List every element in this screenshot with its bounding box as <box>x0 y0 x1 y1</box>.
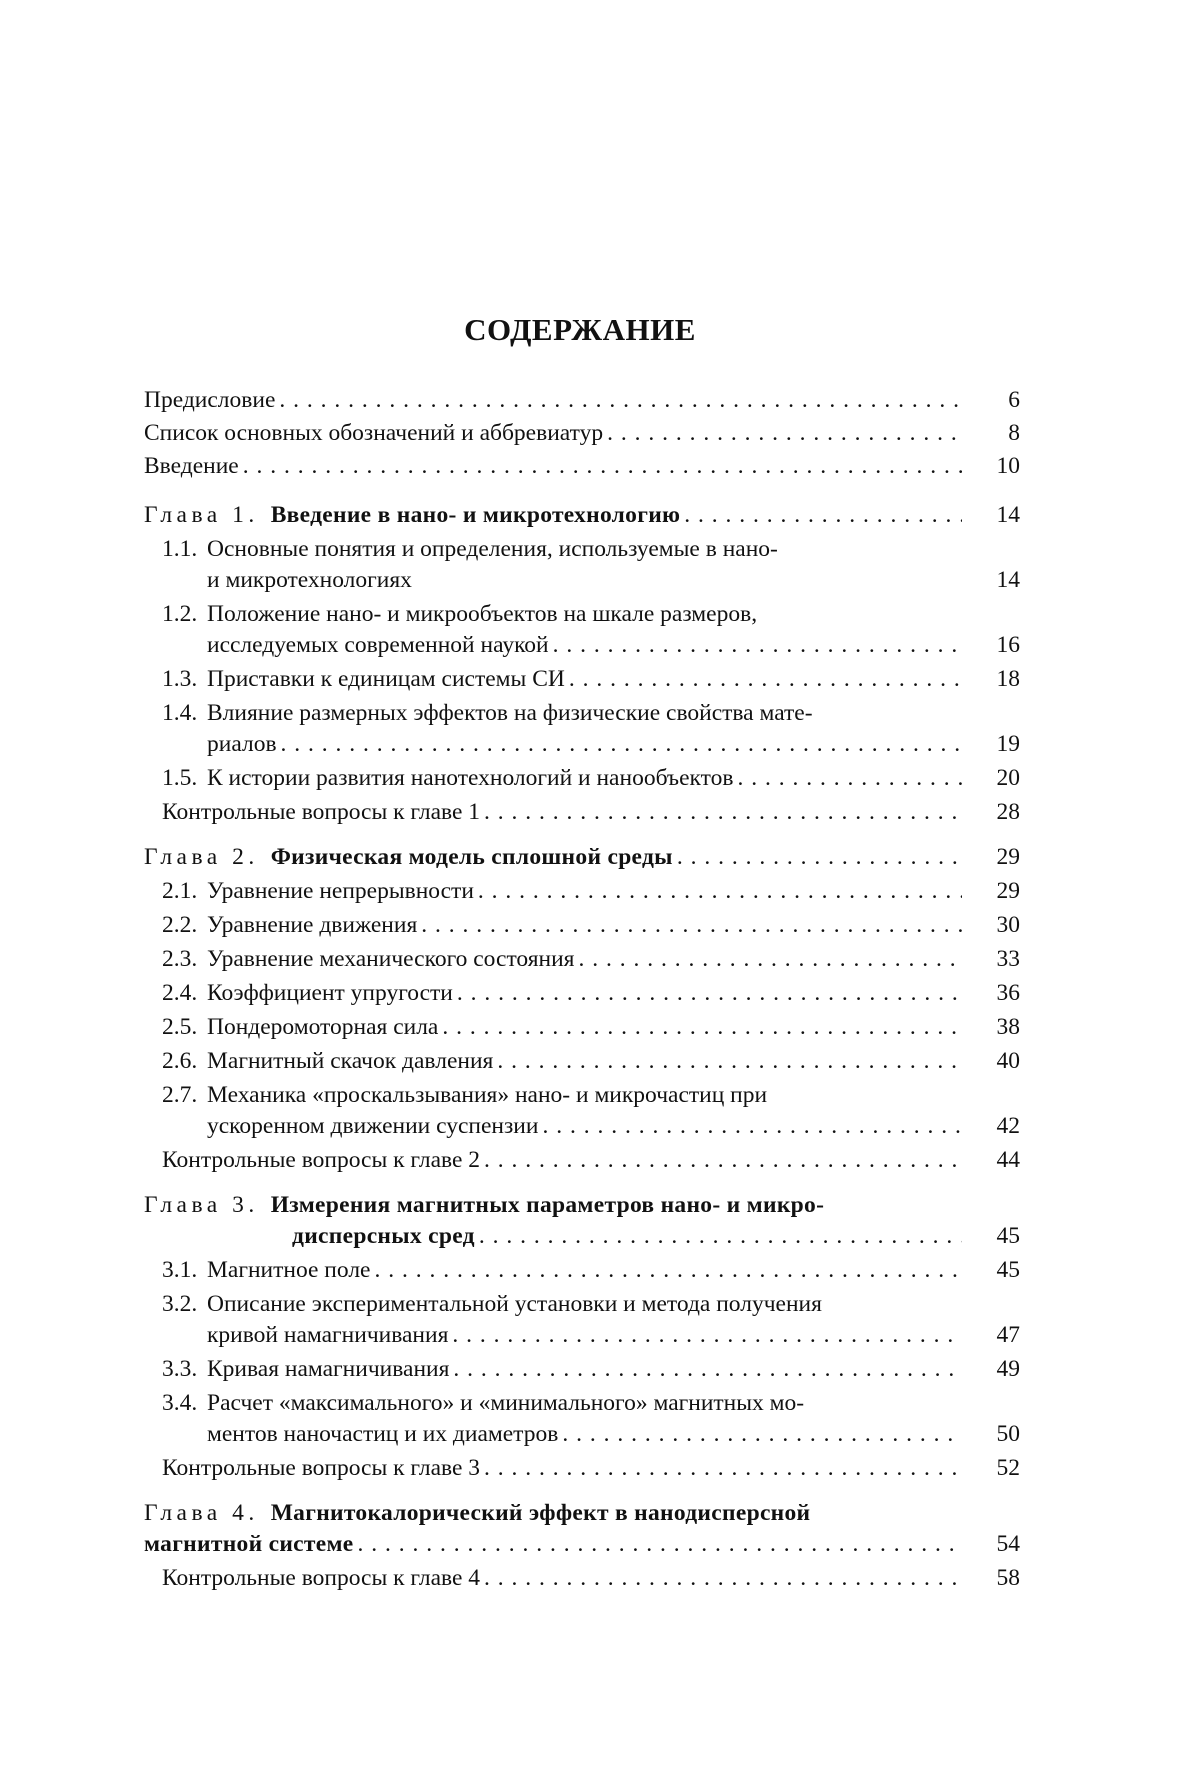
toc-page-number: 19 <box>996 731 1020 757</box>
chapter-prefix: Глава 2. <box>144 844 259 870</box>
section-number: 3.1. <box>162 1257 198 1283</box>
toc-page-number: 42 <box>996 1113 1020 1139</box>
section-number: 3.3. <box>162 1356 198 1382</box>
dot-leader <box>279 385 962 416</box>
toc-section-3-3[interactable] <box>144 1354 1020 1385</box>
dot-leader <box>442 1012 962 1043</box>
toc-page-number: 33 <box>996 946 1020 972</box>
toc-chapter-1[interactable] <box>144 500 1020 531</box>
section-number: 1.5. <box>162 765 198 791</box>
toc-page-number: 44 <box>996 1147 1020 1173</box>
toc-page-number: 40 <box>996 1048 1020 1074</box>
dot-leader <box>452 1320 962 1351</box>
toc-page-number: 30 <box>996 912 1020 938</box>
toc-questions-2[interactable] <box>144 1145 1020 1176</box>
dot-leader <box>358 1529 962 1560</box>
toc-page-number: 29 <box>996 878 1020 904</box>
toc-page-number: 18 <box>996 666 1020 692</box>
section-title-line1: Коэффициент упругости <box>207 980 453 1006</box>
dot-leader <box>684 500 962 531</box>
chapter-title-line2: магнитной системе <box>144 1531 354 1557</box>
toc-section-2-1[interactable] <box>144 876 1020 907</box>
chapter-prefix: Глава 3. <box>144 1192 259 1218</box>
section-title-line2: риалов <box>207 731 277 757</box>
section-title-line1: Контрольные вопросы к главе 1 <box>162 799 481 825</box>
section-title-line1: Уравнение непрерывности <box>207 878 474 904</box>
section-number: 2.7. <box>162 1082 198 1108</box>
toc-chapter-4[interactable] <box>144 1498 1020 1560</box>
section-title-line1: Описание экспериментальной установки и метода получения <box>207 1291 822 1317</box>
toc-page-number: 8 <box>1008 420 1020 446</box>
toc-section-1-1[interactable] <box>144 534 1020 596</box>
section-title-line1: Влияние размерных эффектов на физические свойства мате- <box>207 700 813 726</box>
section-number: 2.5. <box>162 1014 198 1040</box>
dot-leader <box>737 763 962 794</box>
section-number: 2.1. <box>162 878 198 904</box>
chapter-prefix: Глава 1. <box>144 502 259 528</box>
toc-page-number: 14 <box>996 567 1020 593</box>
toc-entry-label: Предисловие <box>144 387 276 413</box>
dot-leader <box>374 1255 962 1286</box>
dot-leader <box>478 876 962 907</box>
toc-section-2-2[interactable] <box>144 910 1020 941</box>
dot-leader <box>421 910 962 941</box>
section-title-line1: Основные понятия и определения, используемые в нано- <box>207 536 778 562</box>
toc-page-number: 16 <box>996 632 1020 658</box>
toc-section-3-1[interactable] <box>144 1255 1020 1286</box>
toc-section-2-5[interactable] <box>144 1012 1020 1043</box>
toc-page-number: 28 <box>996 799 1020 825</box>
toc-questions-1[interactable] <box>144 797 1020 828</box>
section-title-line2: ментов наночастиц и их диаметров <box>207 1421 559 1447</box>
section-title-line1: Контрольные вопросы к главе 4 <box>162 1565 481 1591</box>
toc-section-2-6[interactable] <box>144 1046 1020 1077</box>
section-number: 3.2. <box>162 1291 198 1317</box>
section-number: 2.4. <box>162 980 198 1006</box>
section-title-line2: ускоренном движении суспензии <box>207 1113 539 1139</box>
toc-entry-label: Введение <box>144 453 239 479</box>
toc-section-2-3[interactable] <box>144 944 1020 975</box>
dot-leader <box>578 944 962 975</box>
section-number: 1.3. <box>162 666 198 692</box>
page-title: СОДЕРЖАНИЕ <box>464 312 696 347</box>
toc-page-number: 14 <box>996 502 1020 528</box>
section-title-line1: Расчет «максимального» и «минимального» магнитных мо- <box>207 1390 805 1416</box>
toc-section-3-4[interactable] <box>144 1388 1020 1450</box>
toc-chapter-3[interactable] <box>144 1190 1020 1252</box>
toc-entry-notation[interactable] <box>144 418 1020 449</box>
toc-section-1-5[interactable] <box>144 763 1020 794</box>
toc-entry-introduction[interactable] <box>144 451 1020 482</box>
section-title-line1: Уравнение движения <box>207 912 418 938</box>
toc-page-number: 52 <box>996 1455 1020 1481</box>
toc-entry-label: Список основных обозначений и аббревиатур <box>144 420 604 446</box>
toc-page-number: 29 <box>996 844 1020 870</box>
chapter-title: Магнитокалорический эффект в нанодисперсной <box>270 1500 811 1526</box>
section-number: 1.1. <box>162 536 198 562</box>
section-title-line1: Магнитный скачок давления <box>207 1048 494 1074</box>
section-title-line1: Контрольные вопросы к главе 3 <box>162 1455 481 1481</box>
chapter-title: Физическая модель сплошной среды <box>270 844 673 870</box>
toc-entry-preface[interactable] <box>144 385 1020 416</box>
toc-page-number: 10 <box>996 453 1020 479</box>
dot-leader <box>484 1453 962 1484</box>
section-number: 1.4. <box>162 700 198 726</box>
toc-chapter-2[interactable] <box>144 842 1020 873</box>
dot-leader <box>607 418 962 449</box>
section-number: 3.4. <box>162 1390 198 1416</box>
toc-page-number: 49 <box>996 1356 1020 1382</box>
section-title-line1: Уравнение механического состояния <box>207 946 575 972</box>
toc-page-number: 20 <box>996 765 1020 791</box>
toc-page-number: 6 <box>1008 387 1020 413</box>
toc-page-number: 45 <box>996 1223 1020 1249</box>
toc-page-number: 47 <box>996 1322 1020 1348</box>
toc-questions-4[interactable] <box>144 1563 1020 1594</box>
section-number: 2.6. <box>162 1048 198 1074</box>
section-title-line1: Положение нано- и микрообъектов на шкале размеров, <box>207 601 758 627</box>
section-title-line1: Механика «проскальзывания» нано- и микрочастиц при <box>207 1082 768 1108</box>
chapter-title: Измерения магнитных параметров нано- и микро- <box>270 1192 825 1218</box>
dot-leader <box>479 1221 962 1252</box>
section-title-line1: Контрольные вопросы к главе 2 <box>162 1147 481 1173</box>
section-number: 1.2. <box>162 601 198 627</box>
toc-section-1-3[interactable] <box>144 664 1020 695</box>
section-title-line2: кривой намагничивания <box>207 1322 449 1348</box>
toc-page-number: 38 <box>996 1014 1020 1040</box>
dot-leader <box>453 1354 962 1385</box>
dot-leader <box>553 630 962 661</box>
toc-section-1-4[interactable] <box>144 698 1020 760</box>
dot-leader <box>562 1419 962 1450</box>
section-title-line1: Магнитное поле <box>207 1257 371 1283</box>
chapter-prefix: Глава 4. <box>144 1500 259 1526</box>
dot-leader <box>281 729 962 760</box>
section-number: 2.3. <box>162 946 198 972</box>
dot-leader <box>677 842 962 873</box>
toc-page-number: 50 <box>996 1421 1020 1447</box>
toc-page-number: 45 <box>996 1257 1020 1283</box>
chapter-title: Введение в нано- и микротехнологию <box>270 502 681 528</box>
dot-leader <box>484 1145 962 1176</box>
dot-leader <box>497 1046 962 1077</box>
toc-section-2-4[interactable] <box>144 978 1020 1009</box>
dot-leader <box>542 1111 962 1142</box>
dot-leader <box>457 978 962 1009</box>
section-title-line1: Пондеромоторная сила <box>207 1014 439 1040</box>
toc-page-number: 58 <box>996 1565 1020 1591</box>
section-title-line2: исследуемых современной наукой <box>207 632 549 658</box>
table-of-contents <box>144 385 1020 1597</box>
dot-leader <box>569 664 962 695</box>
chapter-title-line2: дисперсных сред <box>292 1223 475 1249</box>
section-title-line1: Приставки к единицам системы СИ <box>207 666 565 692</box>
section-title-line2: и микротехнологиях <box>207 567 412 593</box>
section-title-line1: Кривая намагничивания <box>207 1356 450 1382</box>
toc-section-3-2[interactable] <box>144 1289 1020 1351</box>
dot-leader <box>484 797 962 828</box>
toc-section-2-7[interactable] <box>144 1080 1020 1142</box>
dot-leader <box>243 451 962 482</box>
section-title-line1: К истории развития нанотехнологий и нанообъектов <box>207 765 734 791</box>
dot-leader <box>484 1563 962 1594</box>
toc-page-number: 36 <box>996 980 1020 1006</box>
toc-section-1-2[interactable] <box>144 599 1020 661</box>
section-number: 2.2. <box>162 912 198 938</box>
toc-questions-3[interactable] <box>144 1453 1020 1484</box>
toc-page-number: 54 <box>996 1531 1020 1557</box>
